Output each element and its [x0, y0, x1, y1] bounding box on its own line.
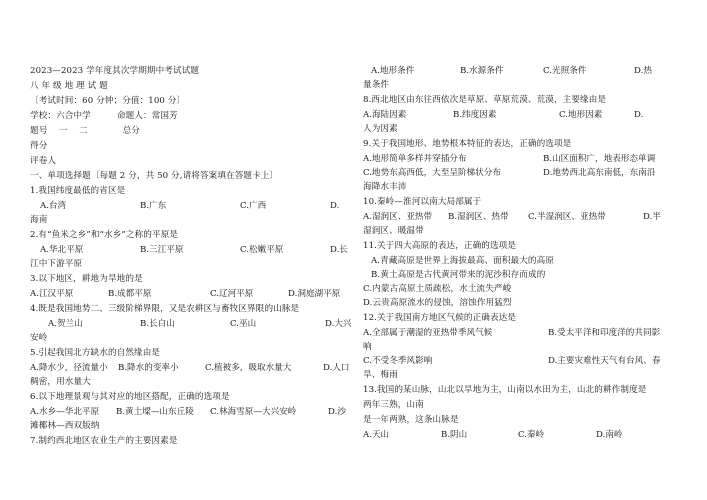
option-c: C.巫山	[230, 319, 257, 329]
option-b: B.阴山	[441, 430, 468, 440]
question-9-options-cd	[363, 168, 681, 179]
question-4: 4.既是我国地势二、三级阶梯界限，又是农耕区与畜牧区界限的山脉是	[30, 304, 300, 314]
option-b: B.纬度因素	[453, 110, 497, 120]
option-c: C.地势东高西低，大至呈阶梯状分布	[363, 168, 501, 178]
question-13: 13.我国的某山脉，山北以旱地为主，山南以水田为主，山北的耕作制度是	[363, 385, 647, 395]
option-d: D.人口	[323, 363, 350, 373]
question-8: 8.西北地区由东往西依次是草原、草原荒漠、荒漠，主要缘由是	[363, 95, 607, 105]
question-10: 10.秦岭—淮河以南大局部属于	[363, 197, 482, 207]
option-b: B.成都平原	[108, 289, 152, 299]
section-heading: 一、单项选择题〔每题 2 分，共 50 分,请将答案填在答题卡上〕	[30, 171, 279, 181]
score-table-header: 题号 一 二 总分	[30, 126, 140, 136]
option-b: B.山区面积广，地表形态单调	[543, 154, 656, 164]
option-c: C.内蒙古高原土质疏松，水土流失严峻	[363, 284, 512, 294]
exam-title: 2023—2023 学年度其次学期期中考试试题	[30, 66, 200, 76]
question-1-options	[30, 201, 352, 212]
option-b: B.长白山	[140, 319, 175, 329]
option-continuation: 滩椰林—西双版纳	[30, 421, 100, 431]
question-11: 11.关于四大高原的表达，正确的选项是	[363, 241, 517, 251]
option-b: B.黄土高原是古代黄河带来的泥沙积存而成的	[371, 270, 546, 280]
grader-label: 评卷人	[30, 156, 57, 166]
question-13-line-2: 两年三熟，山南	[363, 400, 424, 410]
score-table-row: 得分	[30, 141, 48, 151]
option-d: D.地势西北高东南低，东南沿	[543, 168, 656, 178]
option-a: A.江汉平原	[30, 289, 74, 299]
option-c: C.不受冬季风影响	[363, 356, 433, 366]
option-b: B.黄土墚—山东丘陵	[116, 407, 194, 417]
option-c: C.半湿润区、亚热带	[528, 212, 606, 222]
question-7: 7.制约西北地区农业生产的主要因素是	[30, 436, 178, 446]
question-5-options	[30, 363, 352, 374]
option-d: D.	[330, 201, 340, 211]
option-d: D.主要灾难性天气有台风、春	[548, 356, 661, 366]
option-continuation: 湿润区、暖温带	[363, 226, 424, 236]
option-d: D.云贵高原流水的侵蚀，溶蚀作用猛烈	[363, 298, 512, 308]
option-continuation: 海南	[30, 215, 48, 225]
option-continuation: 响	[363, 342, 372, 352]
question-4-options	[30, 319, 352, 330]
question-9-options-ab	[363, 154, 681, 165]
question-10-options	[363, 212, 681, 223]
question-12: 12.关于我国南方地区气候的正确表达是	[363, 313, 517, 323]
option-c: C.秦岭	[518, 430, 545, 440]
option-a: A.水乡—华北平原	[30, 407, 100, 417]
option-b: B.受太平洋和印度洋的共同影	[548, 328, 661, 338]
option-b: B.三江平原	[140, 245, 184, 255]
option-d: D.热	[634, 66, 652, 76]
option-a: A.台湾	[40, 201, 67, 211]
option-d: D.沙	[328, 407, 346, 417]
option-c: C.植被多，吸取水量大	[205, 363, 292, 373]
option-continuation: 安岭	[30, 333, 48, 343]
option-b: B.广东	[140, 201, 167, 211]
option-c: C.辽河平原	[210, 289, 254, 299]
option-d: D.	[634, 110, 644, 120]
question-12-options-ab	[363, 328, 681, 339]
option-a: A.降水少，径流量小	[30, 363, 108, 373]
question-2: 2.有“鱼米之乡”和“水乡”之称的平原是	[30, 230, 179, 240]
option-b: B.湿润区、热带	[448, 212, 509, 222]
option-a: A.湿润区、亚热带	[363, 212, 433, 222]
question-3: 3.以下地区，耕地为旱地的是	[30, 274, 143, 284]
option-b: B.水源条件	[460, 66, 504, 76]
school-line: 学校：六合中学 命题人：常国芳	[30, 111, 178, 121]
option-a: A.天山	[363, 430, 390, 440]
question-6-options	[30, 407, 352, 418]
question-8-options	[363, 110, 681, 121]
option-continuation: 旱、梅雨	[363, 370, 398, 380]
option-a: A.全部属于潮湿的亚热带季风气候	[363, 328, 493, 338]
option-a: A.地形条件	[371, 66, 415, 76]
option-a: A.华北平原	[40, 245, 84, 255]
option-c: C.松嫩平原	[240, 245, 284, 255]
question-2-options	[30, 245, 352, 256]
option-continuation: 量条件	[363, 80, 390, 90]
option-d: D.南岭	[596, 430, 623, 440]
option-d: D.半	[643, 212, 661, 222]
question-9: 9.关于我国地形、地势根本特征的表达，正确的选项是	[363, 139, 572, 149]
option-d: D.大兴	[325, 319, 352, 329]
option-b: B.降水的变率小	[118, 363, 179, 373]
question-13-options	[363, 430, 681, 441]
exam-info: 〔考试时间：60 分钟；分值：100 分〕	[30, 96, 186, 106]
question-3-options	[30, 289, 352, 300]
option-a: A.地形简单多样并穿插分布	[363, 154, 467, 164]
option-c: C.林海雪原—大兴安岭	[210, 407, 297, 417]
option-d: D.长	[330, 245, 348, 255]
option-continuation: 江中下游平原	[30, 259, 83, 269]
option-a: A.海陆因素	[363, 110, 407, 120]
question-13-line-3: 是一年两熟，这条山脉是	[363, 415, 459, 425]
question-12-options-cd	[363, 356, 681, 367]
question-5: 5.引起我国北方缺水的自然缘由是	[30, 348, 161, 358]
question-7-options	[363, 66, 681, 77]
option-c: C.地形因素	[559, 110, 603, 120]
option-continuation: 稠密，用水量大	[30, 377, 91, 387]
option-d: D.洞庭湖平原	[288, 289, 341, 299]
option-continuation: 人为因素	[363, 124, 398, 134]
option-a: A.青藏高原是世界上海拔最高、面积最大的高原	[371, 256, 555, 266]
exam-subject: 八 年 级 地 理 试 题	[30, 81, 108, 91]
question-6: 6.以下地理景观与其对应的地区搭配，正确的选项是	[30, 392, 230, 402]
option-a: A.贺兰山	[48, 319, 83, 329]
option-c: C.光照条件	[543, 66, 587, 76]
question-1: 1.我国纬度最低的省区是	[30, 186, 126, 196]
option-c: C.广西	[240, 201, 267, 211]
option-continuation: 海降水丰沛	[363, 182, 407, 192]
